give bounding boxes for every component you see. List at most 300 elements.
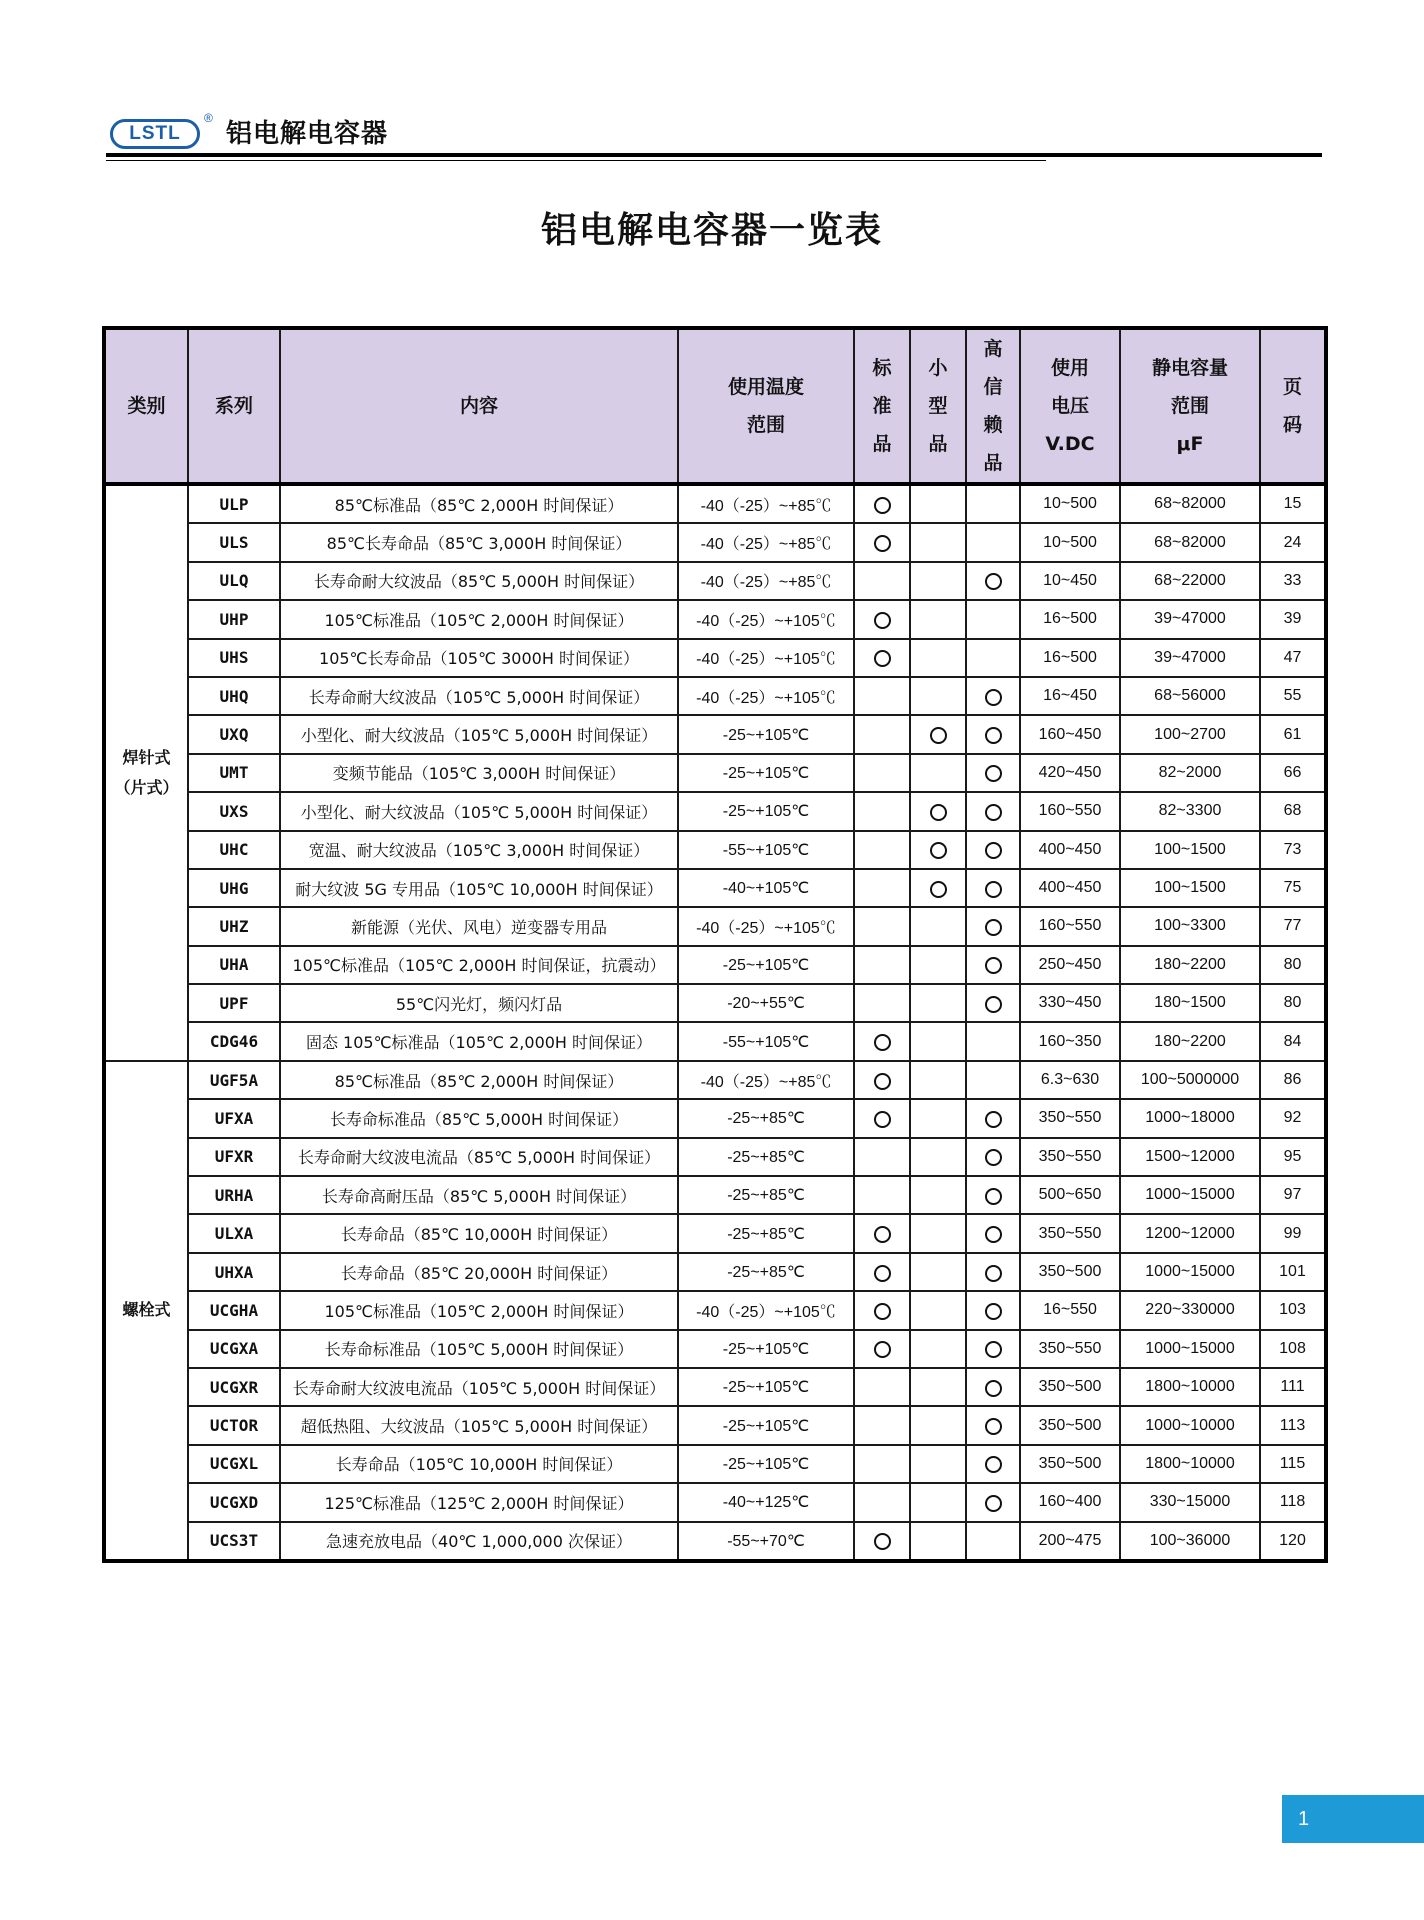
series-cell: UHXA — [188, 1253, 280, 1291]
page-cell: 80 — [1260, 984, 1326, 1022]
mark-high-reliability-cell — [966, 1445, 1020, 1483]
table-row — [104, 639, 1326, 677]
series-cell: ULQ — [188, 562, 280, 600]
series-cell: UCTOR — [188, 1406, 280, 1444]
series-cell: UFXR — [188, 1138, 280, 1176]
page-cell: 73 — [1260, 831, 1326, 869]
col-header-temp-line: 范围 — [746, 414, 785, 436]
circle-mark-icon — [985, 1380, 1002, 1397]
capacitance-cell: 180~2200 — [1120, 1022, 1260, 1060]
mark-small-cell — [910, 831, 966, 869]
mark-small-cell — [910, 715, 966, 753]
brand-title: 铝电解电容器 — [226, 118, 389, 149]
table-row — [104, 1176, 1326, 1214]
capacitance-cell: 1200~12000 — [1120, 1214, 1260, 1252]
mark-small-cell — [910, 869, 966, 907]
header-rule-thin — [106, 160, 1046, 161]
series-cell: UCGHA — [188, 1291, 280, 1329]
circle-mark-icon — [985, 727, 1002, 744]
mark-high-reliability-cell — [966, 1406, 1020, 1444]
table-row — [104, 1330, 1326, 1368]
mark-small-cell — [910, 1214, 966, 1252]
table-row — [104, 1022, 1326, 1060]
voltage-cell: 16~500 — [1020, 639, 1120, 677]
col-header-page — [1260, 328, 1326, 484]
mark-high-reliability-cell — [966, 484, 1020, 523]
voltage-cell: 250~450 — [1020, 946, 1120, 984]
col-header-small-char: 品 — [928, 433, 948, 455]
capacitance-cell: 1800~10000 — [1120, 1368, 1260, 1406]
series-cell: CDG46 — [188, 1022, 280, 1060]
mark-small-cell — [910, 1022, 966, 1060]
mark-standard-cell — [854, 639, 910, 677]
content-cell: 新能源（光伏、风电）逆变器专用品 — [280, 907, 678, 945]
content-cell: 长寿命品（85℃ 20,000H 时间保证） — [280, 1253, 678, 1291]
series-cell: UHQ — [188, 677, 280, 715]
table-row — [104, 754, 1326, 792]
mark-high-reliability-cell — [966, 1099, 1020, 1137]
page-cell: 86 — [1260, 1061, 1326, 1099]
mark-standard-cell — [854, 562, 910, 600]
series-cell: ULXA — [188, 1214, 280, 1252]
series-cell: UFXA — [188, 1099, 280, 1137]
content-cell: 105℃标准品（105℃ 2,000H 时间保证） — [280, 1291, 678, 1329]
category-cell — [104, 1061, 188, 1561]
page-cell: 55 — [1260, 677, 1326, 715]
circle-mark-icon — [874, 1226, 891, 1243]
series-cell: UHP — [188, 600, 280, 638]
mark-standard-cell — [854, 1176, 910, 1214]
voltage-cell: 350~550 — [1020, 1099, 1120, 1137]
col-header-small-char: 型 — [928, 395, 948, 417]
mark-small-cell — [910, 562, 966, 600]
content-cell: 变频节能品（105℃ 3,000H 时间保证） — [280, 754, 678, 792]
mark-standard-cell — [854, 1445, 910, 1483]
voltage-cell: 350~550 — [1020, 1138, 1120, 1176]
page-cell: 15 — [1260, 484, 1326, 523]
capacitance-cell: 1000~15000 — [1120, 1253, 1260, 1291]
col-header-small-char: 小 — [928, 357, 948, 379]
content-cell: 85℃长寿命品（85℃ 3,000H 时间保证） — [280, 523, 678, 561]
col-header-page-char: 页 — [1282, 376, 1302, 398]
voltage-cell: 350~550 — [1020, 1330, 1120, 1368]
capacitance-cell: 1000~10000 — [1120, 1406, 1260, 1444]
mark-standard-cell — [854, 984, 910, 1022]
table-row — [104, 523, 1326, 561]
mark-standard-cell — [854, 1330, 910, 1368]
mark-high-reliability-cell — [966, 946, 1020, 984]
table-row — [104, 1061, 1326, 1099]
content-cell: 105℃标准品（105℃ 2,000H 时间保证，抗震动） — [280, 946, 678, 984]
mark-small-cell — [910, 1291, 966, 1329]
mark-standard-cell — [854, 754, 910, 792]
series-cell: UXQ — [188, 715, 280, 753]
capacitance-cell: 1800~10000 — [1120, 1445, 1260, 1483]
series-cell: UMT — [188, 754, 280, 792]
voltage-cell: 160~350 — [1020, 1022, 1120, 1060]
voltage-cell: 400~450 — [1020, 831, 1120, 869]
table-row — [104, 946, 1326, 984]
circle-mark-icon — [985, 1265, 1002, 1282]
page-cell: 95 — [1260, 1138, 1326, 1176]
temp-range-cell: -40（-25）~+85℃ — [678, 523, 854, 561]
col-header-capacitance-line: μF — [1176, 433, 1204, 455]
circle-mark-icon — [985, 573, 1002, 590]
mark-standard-cell — [854, 1368, 910, 1406]
circle-mark-icon — [930, 842, 947, 859]
voltage-cell: 160~450 — [1020, 715, 1120, 753]
col-header-page-char: 码 — [1282, 414, 1302, 436]
voltage-cell: 10~500 — [1020, 484, 1120, 523]
series-cell: UXS — [188, 792, 280, 830]
circle-mark-icon — [874, 650, 891, 667]
circle-mark-icon — [985, 1456, 1002, 1473]
circle-mark-icon — [874, 1111, 891, 1128]
document-header — [110, 108, 388, 154]
mark-high-reliability-cell — [966, 639, 1020, 677]
capacitance-cell: 39~47000 — [1120, 639, 1260, 677]
col-header-high-char: 品 — [983, 452, 1003, 474]
content-cell: 85℃标准品（85℃ 2,000H 时间保证） — [280, 1061, 678, 1099]
temp-range-cell: -25~+85℃ — [678, 1099, 854, 1137]
table-row — [104, 792, 1326, 830]
temp-range-cell: -25~+85℃ — [678, 1253, 854, 1291]
capacitance-cell: 100~1500 — [1120, 869, 1260, 907]
capacitance-cell: 100~2700 — [1120, 715, 1260, 753]
capacitance-cell: 180~2200 — [1120, 946, 1260, 984]
page-cell: 92 — [1260, 1099, 1326, 1137]
content-cell: 小型化、耐大纹波品（105℃ 5,000H 时间保证） — [280, 792, 678, 830]
table-row — [104, 1291, 1326, 1329]
temp-range-cell: -40（-25）~+85℃ — [678, 484, 854, 523]
voltage-cell: 10~450 — [1020, 562, 1120, 600]
temp-range-cell: -40（-25）~+105℃ — [678, 1291, 854, 1329]
logo-text: LSTL — [110, 119, 200, 149]
page-cell: 68 — [1260, 792, 1326, 830]
mark-standard-cell — [854, 907, 910, 945]
series-cell: UGF5A — [188, 1061, 280, 1099]
temp-range-cell: -40~+105℃ — [678, 869, 854, 907]
circle-mark-icon — [930, 804, 947, 821]
circle-mark-icon — [985, 1341, 1002, 1358]
temp-range-cell: -40（-25）~+105℃ — [678, 907, 854, 945]
capacitance-cell: 1500~12000 — [1120, 1138, 1260, 1176]
mark-high-reliability-cell — [966, 1176, 1020, 1214]
temp-range-cell: -25~+105℃ — [678, 1368, 854, 1406]
page-cell: 97 — [1260, 1176, 1326, 1214]
category-line: （片式） — [114, 777, 179, 797]
mark-high-reliability-cell — [966, 1483, 1020, 1521]
table-row — [104, 1099, 1326, 1137]
mark-high-reliability-cell — [966, 1061, 1020, 1099]
temp-range-cell: -25~+105℃ — [678, 754, 854, 792]
content-cell: 长寿命高耐压品（85℃ 5,000H 时间保证） — [280, 1176, 678, 1214]
capacitance-cell: 39~47000 — [1120, 600, 1260, 638]
voltage-cell: 6.3~630 — [1020, 1061, 1120, 1099]
circle-mark-icon — [985, 1303, 1002, 1320]
mark-standard-cell — [854, 1022, 910, 1060]
mark-small-cell — [910, 1522, 966, 1561]
mark-small-cell — [910, 1330, 966, 1368]
circle-mark-icon — [874, 497, 891, 514]
table-row — [104, 600, 1326, 638]
voltage-cell: 350~500 — [1020, 1253, 1120, 1291]
category-line: 螺栓式 — [122, 1300, 171, 1320]
table-row — [104, 677, 1326, 715]
mark-standard-cell — [854, 600, 910, 638]
content-cell: 超低热阻、大纹波品（105℃ 5,000H 时间保证） — [280, 1406, 678, 1444]
mark-standard-cell — [854, 1099, 910, 1137]
col-header-standard-char: 准 — [872, 395, 892, 417]
mark-high-reliability-cell — [966, 792, 1020, 830]
series-cell: UHZ — [188, 907, 280, 945]
content-cell: 耐大纹波 5G 专用品（105℃ 10,000H 时间保证） — [280, 869, 678, 907]
mark-standard-cell — [854, 792, 910, 830]
mark-standard-cell — [854, 1061, 910, 1099]
page-cell: 77 — [1260, 907, 1326, 945]
content-cell: 55℃闪光灯，频闪灯品 — [280, 984, 678, 1022]
voltage-cell: 350~500 — [1020, 1406, 1120, 1444]
series-cell: URHA — [188, 1176, 280, 1214]
page-cell: 75 — [1260, 869, 1326, 907]
table-row — [104, 484, 1326, 523]
mark-standard-cell — [854, 715, 910, 753]
circle-mark-icon — [874, 1034, 891, 1051]
mark-small-cell — [910, 1099, 966, 1137]
col-header-temp — [678, 328, 854, 484]
col-header-standard-char: 品 — [872, 433, 892, 455]
temp-range-cell: -55~+105℃ — [678, 1022, 854, 1060]
capacitance-cell: 1000~15000 — [1120, 1330, 1260, 1368]
content-cell: 85℃标准品（85℃ 2,000H 时间保证） — [280, 484, 678, 523]
temp-range-cell: -25~+105℃ — [678, 1445, 854, 1483]
mark-standard-cell — [854, 1406, 910, 1444]
circle-mark-icon — [985, 1111, 1002, 1128]
page-cell: 39 — [1260, 600, 1326, 638]
content-cell: 125℃标准品（125℃ 2,000H 时间保证） — [280, 1483, 678, 1521]
circle-mark-icon — [985, 1149, 1002, 1166]
page-number-badge: 1 — [1282, 1795, 1424, 1843]
temp-range-cell: -25~+85℃ — [678, 1176, 854, 1214]
col-header-standard-char: 标 — [872, 357, 892, 379]
mark-small-cell — [910, 1445, 966, 1483]
col-header-temp-line: 使用温度 — [727, 376, 804, 398]
series-cell: UHC — [188, 831, 280, 869]
circle-mark-icon — [985, 1188, 1002, 1205]
page-cell: 80 — [1260, 946, 1326, 984]
mark-standard-cell — [854, 1214, 910, 1252]
col-header-high-char: 信 — [983, 376, 1003, 398]
mark-small-cell — [910, 484, 966, 523]
temp-range-cell: -25~+85℃ — [678, 1138, 854, 1176]
mark-small-cell — [910, 984, 966, 1022]
page-cell: 84 — [1260, 1022, 1326, 1060]
page-cell: 47 — [1260, 639, 1326, 677]
page-cell: 113 — [1260, 1406, 1326, 1444]
circle-mark-icon — [874, 612, 891, 629]
mark-small-cell — [910, 1253, 966, 1291]
series-cell: UCGXR — [188, 1368, 280, 1406]
voltage-cell: 160~400 — [1020, 1483, 1120, 1521]
series-cell: UHA — [188, 946, 280, 984]
capacitance-cell: 180~1500 — [1120, 984, 1260, 1022]
page-title: 铝电解电容器一览表 — [540, 210, 883, 251]
table-row — [104, 984, 1326, 1022]
capacitance-cell: 100~3300 — [1120, 907, 1260, 945]
mark-standard-cell — [854, 1253, 910, 1291]
mark-high-reliability-cell — [966, 562, 1020, 600]
mark-standard-cell — [854, 1291, 910, 1329]
series-cell: UCS3T — [188, 1522, 280, 1561]
temp-range-cell: -40（-25）~+85℃ — [678, 562, 854, 600]
category-cell — [104, 484, 188, 1061]
content-cell: 长寿命耐大纹波电流品（85℃ 5,000H 时间保证） — [280, 1138, 678, 1176]
mark-high-reliability-cell — [966, 907, 1020, 945]
page-cell: 66 — [1260, 754, 1326, 792]
page-cell: 33 — [1260, 562, 1326, 600]
table-header-row — [104, 328, 1326, 484]
mark-high-reliability-cell — [966, 754, 1020, 792]
temp-range-cell: -25~+105℃ — [678, 792, 854, 830]
content-cell: 105℃长寿命品（105℃ 3000H 时间保证） — [280, 639, 678, 677]
circle-mark-icon — [874, 1303, 891, 1320]
temp-range-cell: -55~+105℃ — [678, 831, 854, 869]
col-header-small — [910, 328, 966, 484]
page-cell: 115 — [1260, 1445, 1326, 1483]
col-header-high-char: 赖 — [983, 414, 1003, 436]
registered-mark: ® — [204, 111, 213, 125]
mark-small-cell — [910, 1138, 966, 1176]
mark-standard-cell — [854, 831, 910, 869]
content-cell: 105℃标准品（105℃ 2,000H 时间保证） — [280, 600, 678, 638]
voltage-cell: 200~475 — [1020, 1522, 1120, 1561]
circle-mark-icon — [874, 1265, 891, 1282]
col-header-capacitance-line: 静电容量 — [1151, 357, 1228, 379]
voltage-cell: 10~500 — [1020, 523, 1120, 561]
content-cell: 长寿命标准品（105℃ 5,000H 时间保证） — [280, 1330, 678, 1368]
series-cell: UPF — [188, 984, 280, 1022]
series-cell: UCGXD — [188, 1483, 280, 1521]
mark-high-reliability-cell — [966, 1214, 1020, 1252]
capacitance-cell: 100~5000000 — [1120, 1061, 1260, 1099]
header-rule — [106, 153, 1322, 157]
circle-mark-icon — [930, 881, 947, 898]
table-row — [104, 869, 1326, 907]
content-cell: 长寿命品（85℃ 10,000H 时间保证） — [280, 1214, 678, 1252]
temp-range-cell: -25~+105℃ — [678, 1406, 854, 1444]
mark-high-reliability-cell — [966, 984, 1020, 1022]
voltage-cell: 350~500 — [1020, 1445, 1120, 1483]
series-cell: ULP — [188, 484, 280, 523]
series-cell: UCGXA — [188, 1330, 280, 1368]
temp-range-cell: -25~+85℃ — [678, 1214, 854, 1252]
circle-mark-icon — [985, 1418, 1002, 1435]
mark-high-reliability-cell — [966, 831, 1020, 869]
capacitance-cell: 1000~15000 — [1120, 1176, 1260, 1214]
series-cell: UCGXL — [188, 1445, 280, 1483]
mark-small-cell — [910, 754, 966, 792]
col-header-capacitance — [1120, 328, 1260, 484]
mark-high-reliability-cell — [966, 715, 1020, 753]
series-cell: ULS — [188, 523, 280, 561]
mark-small-cell — [910, 792, 966, 830]
content-cell: 长寿命标准品（85℃ 5,000H 时间保证） — [280, 1099, 678, 1137]
col-header-capacitance-line: 范围 — [1170, 395, 1209, 417]
circle-mark-icon — [874, 1073, 891, 1090]
table-row — [104, 715, 1326, 753]
mark-high-reliability-cell — [966, 523, 1020, 561]
temp-range-cell: -55~+70℃ — [678, 1522, 854, 1561]
col-header-voltage — [1020, 328, 1120, 484]
circle-mark-icon — [985, 957, 1002, 974]
mark-small-cell — [910, 1483, 966, 1521]
page-cell: 24 — [1260, 523, 1326, 561]
mark-small-cell — [910, 600, 966, 638]
mark-small-cell — [910, 1368, 966, 1406]
circle-mark-icon — [985, 842, 1002, 859]
mark-standard-cell — [854, 677, 910, 715]
capacitor-overview-table — [102, 326, 1328, 1563]
voltage-cell: 160~550 — [1020, 907, 1120, 945]
col-header-series: 系列 — [188, 328, 280, 484]
col-header-voltage-line: 使用 — [1050, 357, 1089, 379]
temp-range-cell: -40（-25）~+105℃ — [678, 600, 854, 638]
col-header-standard — [854, 328, 910, 484]
temp-range-cell: -40（-25）~+105℃ — [678, 677, 854, 715]
mark-high-reliability-cell — [966, 1253, 1020, 1291]
voltage-cell: 400~450 — [1020, 869, 1120, 907]
mark-standard-cell — [854, 484, 910, 523]
mark-high-reliability-cell — [966, 1138, 1020, 1176]
mark-small-cell — [910, 1406, 966, 1444]
mark-high-reliability-cell — [966, 677, 1020, 715]
capacitance-cell: 1000~18000 — [1120, 1099, 1260, 1137]
col-header-content: 内容 — [280, 328, 678, 484]
table-row — [104, 907, 1326, 945]
mark-small-cell — [910, 523, 966, 561]
table-body — [104, 484, 1326, 1561]
voltage-cell: 16~450 — [1020, 677, 1120, 715]
circle-mark-icon — [985, 689, 1002, 706]
col-header-high-char: 高 — [983, 338, 1003, 360]
content-cell: 长寿命耐大纹波电流品（105℃ 5,000H 时间保证） — [280, 1368, 678, 1406]
voltage-cell: 16~500 — [1020, 600, 1120, 638]
mark-high-reliability-cell — [966, 600, 1020, 638]
table-row — [104, 831, 1326, 869]
col-header-voltage-line: V.DC — [1045, 433, 1095, 455]
voltage-cell: 500~650 — [1020, 1176, 1120, 1214]
table-row — [104, 1445, 1326, 1483]
mark-standard-cell — [854, 1138, 910, 1176]
temp-range-cell: -40（-25）~+85℃ — [678, 1061, 854, 1099]
content-cell: 宽温、耐大纹波品（105℃ 3,000H 时间保证） — [280, 831, 678, 869]
table-row — [104, 1138, 1326, 1176]
mark-small-cell — [910, 677, 966, 715]
table-row — [104, 1483, 1326, 1521]
circle-mark-icon — [985, 996, 1002, 1013]
circle-mark-icon — [985, 881, 1002, 898]
mark-small-cell — [910, 1176, 966, 1214]
voltage-cell: 160~550 — [1020, 792, 1120, 830]
col-header-category: 类别 — [104, 328, 188, 484]
content-cell: 固态 105℃标准品（105℃ 2,000H 时间保证） — [280, 1022, 678, 1060]
table-row — [104, 1522, 1326, 1561]
voltage-cell: 16~550 — [1020, 1291, 1120, 1329]
content-cell: 急速充放电品（40℃ 1,000,000 次保证） — [280, 1522, 678, 1561]
mark-high-reliability-cell — [966, 1022, 1020, 1060]
temp-range-cell: -25~+105℃ — [678, 1330, 854, 1368]
mark-standard-cell — [854, 1483, 910, 1521]
